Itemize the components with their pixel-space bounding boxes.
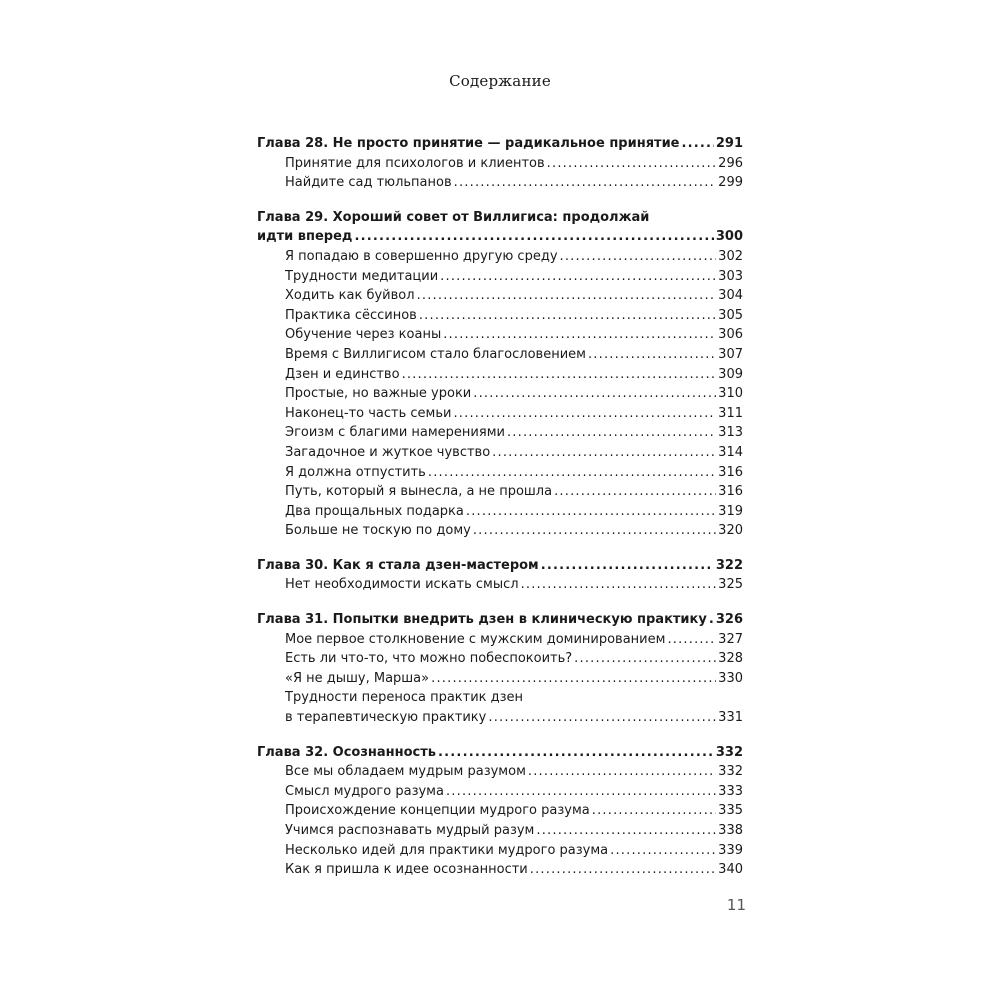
dot-leader <box>446 782 716 802</box>
dot-leader <box>454 173 717 193</box>
section-entry[interactable] <box>257 384 743 404</box>
section-entry[interactable] <box>257 841 743 861</box>
section-page: 325 <box>718 577 743 593</box>
section-page: 305 <box>718 307 743 323</box>
section-title: Путь, который я вынесла, а не прошла <box>285 484 553 500</box>
section-page: 332 <box>718 764 743 780</box>
dot-leader <box>354 227 713 247</box>
dot-leader <box>667 630 716 650</box>
section-page: 307 <box>718 346 743 362</box>
section-title: Смысл мудрого разума <box>285 783 444 799</box>
section-title: Учимся распознавать мудрый разум <box>285 823 535 838</box>
section-title: Мое первое столкновение с мужским доминированием <box>285 631 666 647</box>
section-title: Время с Виллигисом стало благословением <box>285 346 586 362</box>
chapter-29 <box>257 208 743 541</box>
chapter-title: Глава 32. Осознанность <box>257 744 437 760</box>
section-entry[interactable] <box>257 247 743 267</box>
dot-leader <box>440 267 716 287</box>
chapter-heading[interactable] <box>257 227 743 247</box>
section-page: 316 <box>718 464 743 480</box>
section-entry[interactable] <box>257 404 743 424</box>
section-page: 296 <box>718 155 743 171</box>
dot-leader <box>417 286 717 306</box>
chapter-heading[interactable] <box>257 743 743 763</box>
section-title: «Я не дышу, Марша» <box>285 670 430 686</box>
section-title: Практика сёссинов <box>285 307 417 323</box>
section-title: Есть ли что-то, что можно побеспокоить? <box>285 651 573 667</box>
section-page: 319 <box>718 503 743 519</box>
section-entry[interactable] <box>257 860 743 880</box>
section-page: 340 <box>718 862 743 878</box>
section-entry[interactable] <box>257 821 743 841</box>
chapter-page: 300 <box>715 229 743 245</box>
dot-leader <box>521 575 717 595</box>
dot-leader <box>592 801 716 821</box>
chapter-page: 322 <box>715 557 743 573</box>
section-title: Происхождение концепции мудрого разума <box>285 803 590 819</box>
running-head: Содержание <box>449 72 551 90</box>
section-entry[interactable] <box>257 801 743 821</box>
chapter-title: Глава 31. Попытки внедрить дзен в клиническую практику <box>257 612 707 628</box>
section-title: Дзен и единство <box>285 366 400 382</box>
section-page: 304 <box>718 288 743 304</box>
dot-leader <box>528 762 716 782</box>
section-title: Несколько идей для практики мудрого разума <box>285 842 609 858</box>
table-of-contents <box>257 134 743 895</box>
section-entry[interactable] <box>257 669 743 689</box>
chapter-title-line[interactable]: Глава 29. Хороший совет от Виллигиса: продолжай <box>257 209 650 225</box>
section-title: Принятие для психологов и клиентов <box>285 155 545 171</box>
section-page: 313 <box>718 425 743 441</box>
section-entry[interactable] <box>257 286 743 306</box>
section-title: Найдите сад тюльпанов <box>285 175 452 191</box>
section-title: Все мы обладаем мудрым разумом <box>285 764 526 780</box>
section-title: Нет необходимости искать смысл <box>285 577 519 593</box>
section-entry[interactable] <box>257 365 743 385</box>
chapter-heading[interactable] <box>257 556 743 576</box>
section-page: 338 <box>718 823 743 838</box>
dot-leader <box>453 404 716 424</box>
dot-leader <box>588 345 716 365</box>
dot-leader <box>419 306 716 326</box>
chapter-page: 291 <box>715 136 743 151</box>
section-page: 299 <box>718 175 743 191</box>
section-entry[interactable] <box>257 502 743 522</box>
dot-leader <box>547 154 717 174</box>
section-entry[interactable] <box>257 345 743 365</box>
section-title: Больше не тоскую по дому <box>285 523 471 539</box>
section-page: 333 <box>718 783 743 799</box>
chapter-title: Глава 30. Как я стала дзен-мастером <box>257 557 539 573</box>
section-entry[interactable] <box>257 521 743 541</box>
section-entry[interactable] <box>257 154 743 174</box>
dot-leader <box>574 649 716 669</box>
dot-leader <box>473 521 716 541</box>
dot-leader <box>492 443 716 463</box>
section-entry[interactable] <box>257 306 743 326</box>
chapter-31 <box>257 610 743 728</box>
section-page: 320 <box>718 523 743 539</box>
section-page: 328 <box>718 651 743 667</box>
dot-leader <box>709 610 714 630</box>
section-page: 314 <box>718 444 743 460</box>
page-number: 11 <box>726 896 746 914</box>
chapter-heading[interactable] <box>257 134 743 154</box>
dot-leader <box>554 482 716 502</box>
chapter-30 <box>257 556 743 595</box>
section-title: Трудности медитации <box>285 268 439 284</box>
section-entry[interactable] <box>257 575 743 595</box>
section-page: 339 <box>718 842 743 858</box>
chapter-title: идти вперед <box>257 229 353 245</box>
section-title: Я должна отпустить <box>285 464 426 480</box>
section-entry[interactable] <box>257 173 743 193</box>
chapter-28 <box>257 134 743 193</box>
dot-leader <box>431 669 716 689</box>
chapter-32 <box>257 743 743 880</box>
chapter-page: 332 <box>715 744 743 760</box>
dot-leader <box>610 841 716 861</box>
section-page: 311 <box>718 405 743 421</box>
section-title: Простые, но важные уроки <box>285 386 472 402</box>
section-entry[interactable] <box>257 649 743 669</box>
section-entry[interactable] <box>257 443 743 463</box>
section-title: в терапевтическую практику <box>285 710 487 726</box>
section-page: 327 <box>718 631 743 647</box>
section-title: Два прощальных подарка <box>285 503 464 519</box>
section-title: Как я пришла к идее осознанности <box>285 862 528 878</box>
dot-leader <box>466 502 716 522</box>
section-title: Эгоизм с благими намерениями <box>285 425 505 441</box>
dot-leader <box>507 423 716 443</box>
section-page: 335 <box>718 803 743 819</box>
section-page: 331 <box>718 710 743 726</box>
section-title: Наконец-то часть семьи <box>285 405 452 421</box>
dot-leader <box>438 743 714 763</box>
section-title: Ходить как буйвол <box>285 288 415 304</box>
section-entry[interactable] <box>257 463 743 483</box>
dot-leader <box>560 247 717 267</box>
dot-leader <box>443 325 716 345</box>
section-title-line[interactable]: Трудности переноса практик дзен <box>285 690 524 706</box>
dot-leader <box>541 556 714 576</box>
section-page: 306 <box>718 327 743 343</box>
section-page: 302 <box>718 248 743 264</box>
section-entry[interactable] <box>257 630 743 650</box>
section-entry[interactable] <box>257 482 743 502</box>
section-page: 303 <box>718 268 743 284</box>
chapter-page: 326 <box>715 612 743 628</box>
section-entry[interactable] <box>257 762 743 782</box>
dot-leader <box>428 463 716 483</box>
section-entry[interactable] <box>257 325 743 345</box>
section-entry[interactable] <box>257 423 743 443</box>
section-entry[interactable] <box>257 708 743 728</box>
section-entry[interactable] <box>257 267 743 287</box>
chapter-title: Глава 28. Не просто принятие — радикальное принятие <box>257 136 680 151</box>
dot-leader <box>682 134 714 154</box>
section-entry[interactable] <box>257 782 743 802</box>
section-title: Я попадаю в совершенно другую среду <box>285 248 558 264</box>
dot-leader <box>488 708 716 728</box>
section-page: 309 <box>718 366 743 382</box>
dot-leader <box>536 821 716 841</box>
section-title: Загадочное и жуткое чувство <box>285 444 491 460</box>
dot-leader <box>530 860 716 880</box>
section-page: 316 <box>718 484 743 500</box>
dot-leader <box>473 384 716 404</box>
section-page: 310 <box>718 386 743 402</box>
chapter-heading[interactable] <box>257 610 743 630</box>
section-title: Обучение через коаны <box>285 327 442 343</box>
dot-leader <box>402 365 717 385</box>
section-page: 330 <box>718 670 743 686</box>
